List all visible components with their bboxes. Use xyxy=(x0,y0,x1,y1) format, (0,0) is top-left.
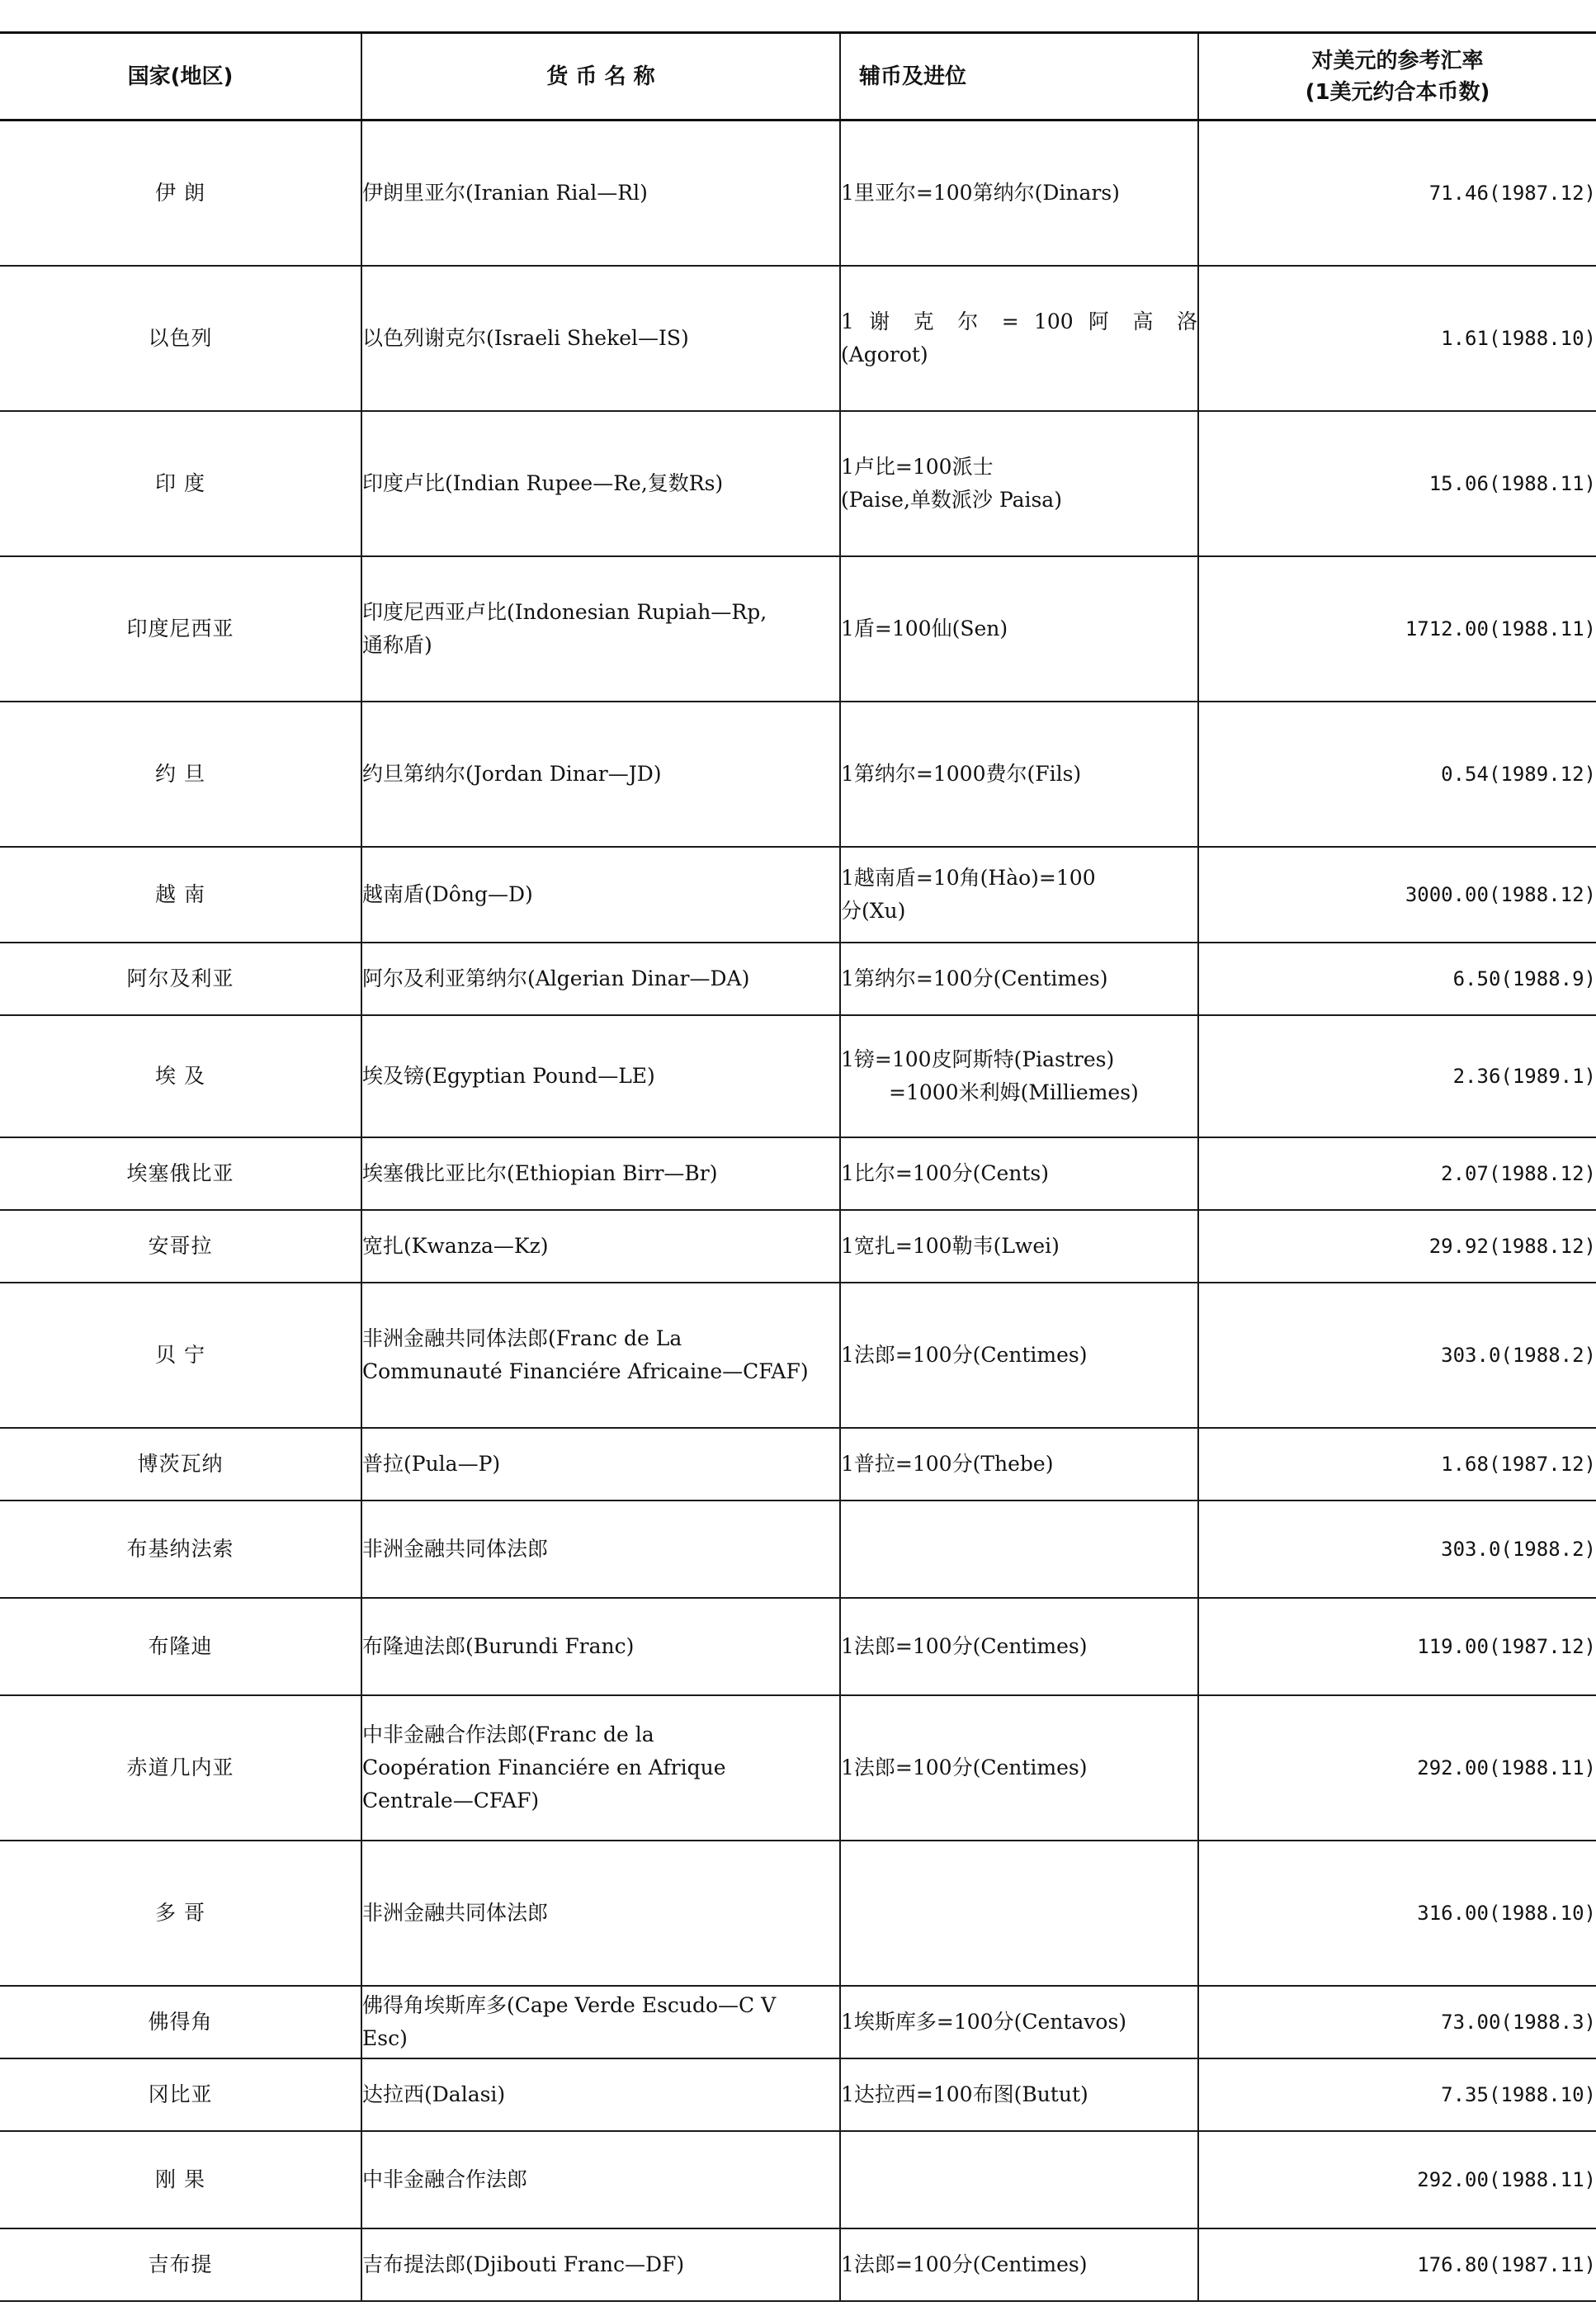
cell-country: 以色列 xyxy=(0,266,361,411)
cell-rate: 0.54(1989.12) xyxy=(1198,702,1596,847)
currency-line: 埃塞俄比亚比尔(Ethiopian Birr—Br) xyxy=(362,1160,718,1185)
table-row xyxy=(0,1500,1596,1598)
cell-rate: 7.35(1988.10) xyxy=(1198,2058,1596,2131)
cell-currency xyxy=(361,702,840,847)
cell-country: 阿尔及利亚 xyxy=(0,943,361,1015)
table-row xyxy=(0,1283,1596,1428)
currency-line: 埃及镑(Egyptian Pound—LE) xyxy=(362,1063,655,1088)
cell-country: 多 哥 xyxy=(0,1841,361,1986)
cell-currency xyxy=(361,1015,840,1137)
table-row xyxy=(0,1428,1596,1500)
cell-rate: 316.00(1988.10) xyxy=(1198,1841,1596,1986)
cell-rate: 15.06(1988.11) xyxy=(1198,411,1596,556)
cell-country: 埃塞俄比亚 xyxy=(0,1137,361,1210)
cell-rate: 1.68(1987.12) xyxy=(1198,1428,1596,1500)
cell-country: 安哥拉 xyxy=(0,1210,361,1283)
currency-line: 阿尔及利亚第纳尔(Algerian Dinar—DA) xyxy=(362,966,750,990)
cell-rate: 71.46(1987.12) xyxy=(1198,121,1596,266)
cell-currency xyxy=(361,1137,840,1210)
currency-line: 布隆迪法郎(Burundi Franc) xyxy=(362,1633,635,1658)
currency-line: Coopération Financiére en Afrique xyxy=(362,1755,726,1779)
subunit-line: 1盾=100仙(Sen) xyxy=(841,616,1008,640)
cell-subunit xyxy=(840,1428,1198,1500)
cell-subunit xyxy=(840,266,1198,411)
cell-rate: 292.00(1988.11) xyxy=(1198,2131,1596,2228)
cell-rate: 73.00(1988.3) xyxy=(1198,1986,1596,2058)
subunit-line: 1法郎=100分(Centimes) xyxy=(841,1755,1088,1779)
subunit-line: 1比尔=100分(Cents) xyxy=(841,1160,1049,1185)
cell-subunit xyxy=(840,1137,1198,1210)
cell-country: 佛得角 xyxy=(0,1986,361,2058)
cell-currency xyxy=(361,847,840,943)
table-row xyxy=(0,847,1596,943)
cell-currency xyxy=(361,1695,840,1841)
currency-line: 越南盾(Dông—D) xyxy=(362,881,533,906)
cell-country: 吉布提 xyxy=(0,2228,361,2301)
table-row xyxy=(0,2058,1596,2131)
subunit-line: (Agorot) xyxy=(841,342,928,366)
currency-line: 佛得角埃斯库多(Cape Verde Escudo—C V xyxy=(362,1992,777,2017)
cell-currency xyxy=(361,1428,840,1500)
cell-rate: 2.07(1988.12) xyxy=(1198,1137,1596,1210)
cell-subunit xyxy=(840,1695,1198,1841)
cell-currency xyxy=(361,556,840,702)
cell-subunit xyxy=(840,121,1198,266)
cell-country: 伊 朗 xyxy=(0,121,361,266)
subunit-line: (Paise,单数派沙 Paisa) xyxy=(841,487,1062,512)
table-row xyxy=(0,943,1596,1015)
cell-country: 刚 果 xyxy=(0,2131,361,2228)
table-row xyxy=(0,411,1596,556)
cell-currency xyxy=(361,2228,840,2301)
cell-currency xyxy=(361,411,840,556)
cell-rate: 2.36(1989.1) xyxy=(1198,1015,1596,1137)
subunit-line: 1法郎=100分(Centimes) xyxy=(841,1342,1088,1367)
currency-line: 达拉西(Dalasi) xyxy=(362,2082,506,2106)
cell-currency xyxy=(361,1841,840,1986)
cell-currency xyxy=(361,1283,840,1428)
currency-line: 以色列谢克尔(Israeli Shekel—IS) xyxy=(362,325,689,350)
table-row xyxy=(0,1695,1596,1841)
currency-line: 印度卢比(Indian Rupee—Re,复数Rs) xyxy=(362,470,724,495)
currency-line: 中非金融合作法郎 xyxy=(362,2167,528,2191)
cell-country: 赤道几内亚 xyxy=(0,1695,361,1841)
table-row xyxy=(0,121,1596,266)
cell-rate: 1.61(1988.10) xyxy=(1198,266,1596,411)
cell-subunit xyxy=(840,411,1198,556)
header-rate xyxy=(1198,33,1596,121)
currency-line: 约旦第纳尔(Jordan Dinar—JD) xyxy=(362,761,662,786)
cell-subunit xyxy=(840,943,1198,1015)
subunit-line: 1法郎=100分(Centimes) xyxy=(841,2252,1088,2276)
subunit-line: 1普拉=100分(Thebe) xyxy=(841,1451,1054,1476)
cell-rate: 176.80(1987.11) xyxy=(1198,2228,1596,2301)
cell-currency xyxy=(361,121,840,266)
cell-rate: 303.0(1988.2) xyxy=(1198,1283,1596,1428)
subunit-line: 1第纳尔=100分(Centimes) xyxy=(841,966,1108,990)
subunit-line: 1镑=100皮阿斯特(Piastres) xyxy=(841,1047,1115,1071)
cell-country: 埃 及 xyxy=(0,1015,361,1137)
table-row xyxy=(0,2131,1596,2228)
table-row xyxy=(0,702,1596,847)
cell-subunit xyxy=(840,1283,1198,1428)
cell-country: 博茨瓦纳 xyxy=(0,1428,361,1500)
cell-rate: 3000.00(1988.12) xyxy=(1198,847,1596,943)
cell-currency xyxy=(361,2058,840,2131)
header-currency: 货 币 名 称 xyxy=(361,33,840,121)
table-row xyxy=(0,1015,1596,1137)
cell-subunit xyxy=(840,1841,1198,1986)
table-row xyxy=(0,2228,1596,2301)
currency-line: 非洲金融共同体法郎(Franc de La xyxy=(362,1326,682,1350)
header-subunit: 辅币及进位 xyxy=(840,33,1198,121)
cell-rate: 1712.00(1988.11) xyxy=(1198,556,1596,702)
header-row xyxy=(0,33,1596,121)
subunit-line: 1宽扎=100勒韦(Lwei) xyxy=(841,1233,1060,1258)
currency-line: 非洲金融共同体法郎 xyxy=(362,1900,549,1925)
currency-line: 宽扎(Kwanza—Kz) xyxy=(362,1233,549,1258)
cell-country: 布隆迪 xyxy=(0,1598,361,1695)
cell-country: 印度尼西亚 xyxy=(0,556,361,702)
cell-subunit xyxy=(840,1598,1198,1695)
cell-rate: 303.0(1988.2) xyxy=(1198,1500,1596,1598)
subunit-line: 1卢比=100派士 xyxy=(841,454,994,479)
table-row xyxy=(0,1137,1596,1210)
cell-subunit xyxy=(840,1015,1198,1137)
cell-currency xyxy=(361,1500,840,1598)
currency-table-page xyxy=(0,31,1596,2302)
currency-line: 中非金融合作法郎(Franc de la xyxy=(362,1722,654,1746)
cell-subunit xyxy=(840,1986,1198,2058)
subunit-line: 1 谢 克 尔 = 100 阿 高 洛 xyxy=(841,309,1197,333)
cell-country: 冈比亚 xyxy=(0,2058,361,2131)
currency-line: Communauté Financiére Africaine—CFAF) xyxy=(362,1359,809,1383)
currency-line: 非洲金融共同体法郎 xyxy=(362,1536,549,1561)
header-rate-line1: 对美元的参考汇率 xyxy=(1311,48,1484,73)
subunit-line: 分(Xu) xyxy=(841,898,906,923)
cell-currency xyxy=(361,266,840,411)
cell-currency xyxy=(361,1986,840,2058)
cell-currency xyxy=(361,1598,840,1695)
cell-country: 约 旦 xyxy=(0,702,361,847)
cell-subunit xyxy=(840,702,1198,847)
currency-line: 普拉(Pula—P) xyxy=(362,1451,501,1476)
subunit-line: 1里亚尔=100第纳尔(Dinars) xyxy=(841,180,1120,205)
table-row xyxy=(0,1841,1596,1986)
table-row xyxy=(0,266,1596,411)
header-rate-line2: (1美元约合本币数) xyxy=(1305,79,1490,105)
cell-subunit xyxy=(840,556,1198,702)
currency-line: Esc) xyxy=(362,2025,408,2050)
cell-country: 印 度 xyxy=(0,411,361,556)
currency-line: 通称盾) xyxy=(362,632,432,657)
header-country: 国家(地区) xyxy=(0,33,361,121)
cell-subunit xyxy=(840,2058,1198,2131)
subunit-line: 1第纳尔=1000费尔(Fils) xyxy=(841,761,1082,786)
cell-subunit xyxy=(840,1500,1198,1598)
cell-subunit xyxy=(840,847,1198,943)
table-row xyxy=(0,1986,1596,2058)
cell-country: 布基纳法索 xyxy=(0,1500,361,1598)
cell-currency xyxy=(361,1210,840,1283)
cell-currency xyxy=(361,943,840,1015)
cell-country: 贝 宁 xyxy=(0,1283,361,1428)
currency-line: Centrale—CFAF) xyxy=(362,1788,540,1812)
cell-rate: 6.50(1988.9) xyxy=(1198,943,1596,1015)
cell-rate: 119.00(1987.12) xyxy=(1198,1598,1596,1695)
subunit-line: 1法郎=100分(Centimes) xyxy=(841,1633,1088,1658)
table-body xyxy=(0,121,1596,2301)
cell-rate: 29.92(1988.12) xyxy=(1198,1210,1596,1283)
subunit-line: 1达拉西=100布图(Butut) xyxy=(841,2082,1088,2106)
currency-line: 伊朗里亚尔(Iranian Rial—Rl) xyxy=(362,180,648,205)
subunit-line: =1000米利姆(Milliemes) xyxy=(889,1080,1139,1104)
table-row xyxy=(0,1210,1596,1283)
table-row xyxy=(0,1598,1596,1695)
subunit-line: 1埃斯库多=100分(Centavos) xyxy=(841,2009,1127,2034)
cell-subunit xyxy=(840,2131,1198,2228)
table-row xyxy=(0,556,1596,702)
subunit-line: 1越南盾=10角(Hào)=100 xyxy=(841,865,1096,890)
currency-table xyxy=(0,31,1596,2302)
cell-currency xyxy=(361,2131,840,2228)
cell-subunit xyxy=(840,1210,1198,1283)
currency-line: 吉布提法郎(Djibouti Franc—DF) xyxy=(362,2252,685,2276)
cell-rate: 292.00(1988.11) xyxy=(1198,1695,1596,1841)
cell-country: 越 南 xyxy=(0,847,361,943)
cell-subunit xyxy=(840,2228,1198,2301)
currency-line: 印度尼西亚卢比(Indonesian Rupiah—Rp, xyxy=(362,599,767,624)
